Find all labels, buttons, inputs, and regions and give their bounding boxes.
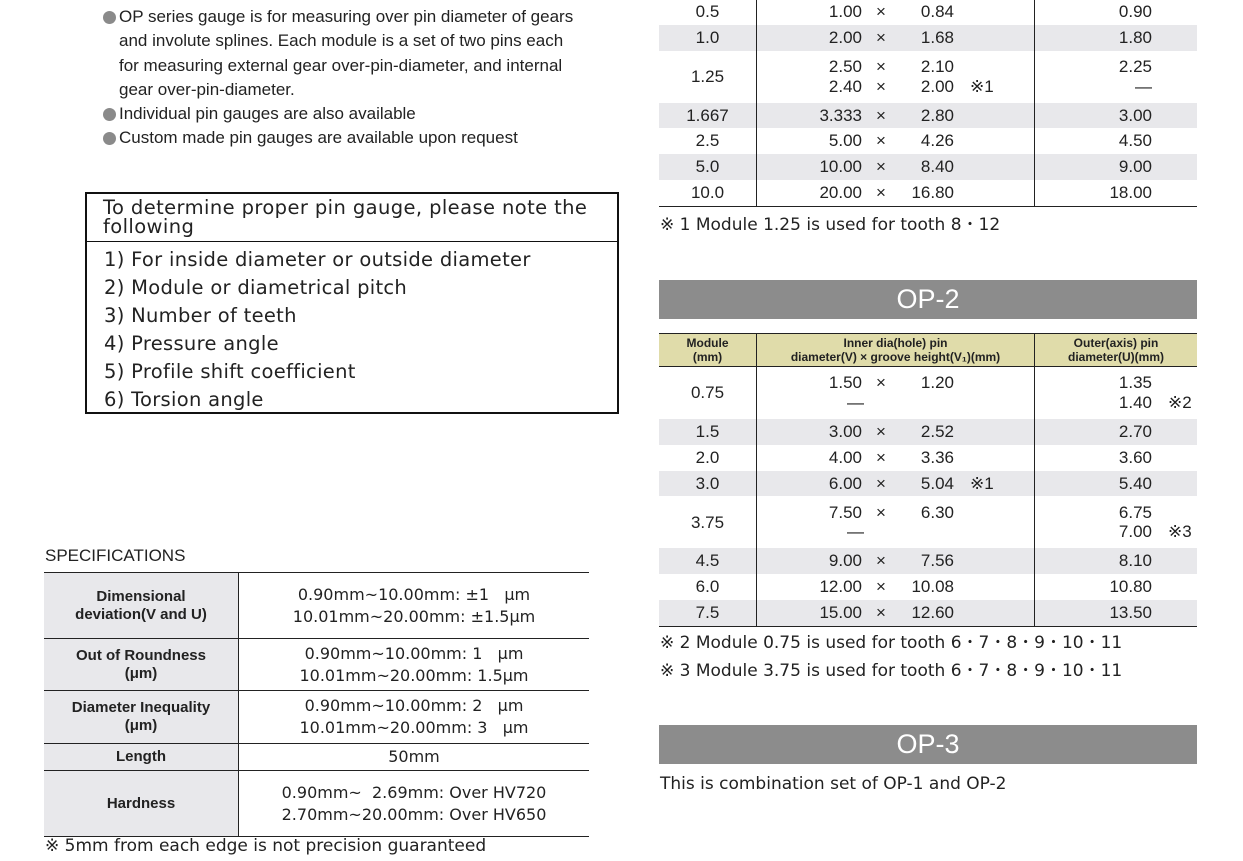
outer-diameter: 3.00 xyxy=(1118,105,1152,125)
note-item: 4) Pressure angle xyxy=(104,331,279,355)
spec-value-line: 0.90mm~10.00mm: ±1 μm xyxy=(297,584,531,604)
spec-label-line: Length xyxy=(116,748,166,765)
inner-line xyxy=(757,28,1034,48)
module-value: 3.0 xyxy=(659,471,757,497)
spec-label xyxy=(44,691,239,744)
pin-diameter: 2.50 xyxy=(828,57,862,76)
module-value: 1.0 xyxy=(659,25,757,51)
outer-value xyxy=(1035,496,1198,548)
spec-label-line: deviation(V and U) xyxy=(75,605,207,623)
times-symbol: × xyxy=(876,603,886,623)
module-value: 3.75 xyxy=(659,496,757,548)
module-value: 4.5 xyxy=(659,548,757,574)
outer-diameter: 1.80 xyxy=(1118,27,1152,47)
intro-line-text: and involute splines. Each module is a set of two pins each xyxy=(119,31,564,51)
specifications-table xyxy=(44,572,589,837)
op3-description: This is combination set of OP-1 and OP-2 xyxy=(660,774,1007,794)
spec-value-line: 10.01mm~20.00mm: 1.5μm xyxy=(299,665,529,685)
spec-row xyxy=(44,691,589,744)
times-symbol: × xyxy=(876,447,886,467)
pin-diameter: 3.333 xyxy=(819,105,862,125)
outer-line xyxy=(1035,522,1197,542)
specifications-footnote: ※ 5mm from each edge is not precision guaranteed xyxy=(45,836,487,856)
intro-line xyxy=(103,126,623,150)
table-row xyxy=(659,574,1197,600)
outer-diameter: 8.10 xyxy=(1118,551,1152,571)
outer-value xyxy=(1035,128,1198,154)
outer-diameter: 5.40 xyxy=(1118,473,1152,493)
outer-diameter: 13.50 xyxy=(1109,603,1152,623)
note-heading: To determine proper pin gauge, please note the following xyxy=(103,196,588,238)
intro-line xyxy=(103,29,623,53)
inner-value xyxy=(757,600,1035,626)
outer-line xyxy=(1035,106,1197,126)
inner-line xyxy=(757,131,1034,151)
outer-diameter: 9.00 xyxy=(1118,157,1152,177)
note-item: 1) For inside diameter or outside diameter xyxy=(104,248,531,271)
outer-line xyxy=(1035,474,1197,494)
inner-value xyxy=(757,154,1035,180)
groove-height: 2.00 xyxy=(920,76,954,96)
module-value: 2.5 xyxy=(659,128,757,154)
outer-line xyxy=(1035,157,1197,177)
intro-line-text: OP series gauge is for measuring over pin diameter of gears xyxy=(119,7,574,26)
outer-diameter: 1.35 xyxy=(1118,373,1152,393)
groove-height: 3.36 xyxy=(920,447,954,467)
inner-value xyxy=(757,574,1035,600)
spec-value xyxy=(239,744,590,771)
pin-diameter: 15.00 xyxy=(819,603,862,623)
outer-line xyxy=(1035,503,1197,523)
spec-value-line: 2.70mm~20.00mm: Over HV650 xyxy=(281,804,547,824)
inner-line xyxy=(757,157,1034,177)
module-value: 6.0 xyxy=(659,574,757,600)
intro-line-text: for measuring external gear over-pin-diameter, and internal xyxy=(119,55,563,75)
outer-diameter: 6.75 xyxy=(1118,502,1152,522)
outer-line xyxy=(1035,77,1197,97)
inner-value xyxy=(757,0,1035,25)
times-symbol: × xyxy=(876,422,886,442)
outer-value xyxy=(1035,180,1198,206)
op2-banner: OP-2 xyxy=(659,280,1197,319)
note-mark: ※1 xyxy=(970,473,994,493)
module-value: 0.75 xyxy=(659,367,757,420)
times-symbol: × xyxy=(876,57,886,76)
groove-height: 2.52 xyxy=(920,422,954,442)
spec-value-line: 0.90mm~10.00mm: 2 μm xyxy=(304,696,524,715)
module-value: 7.5 xyxy=(659,600,757,626)
inner-line xyxy=(757,474,1034,494)
inner-line xyxy=(757,603,1034,623)
module-value: 0.5 xyxy=(659,0,757,25)
pin-diameter: 1.00 xyxy=(828,2,862,22)
table-row xyxy=(659,600,1197,626)
outer-line xyxy=(1035,2,1197,22)
outer-value xyxy=(1035,25,1198,51)
outer-value xyxy=(1035,471,1198,497)
bullet-icon xyxy=(103,11,116,24)
bullet-icon xyxy=(103,108,116,121)
table-row xyxy=(659,180,1197,206)
groove-height: 7.56 xyxy=(920,551,954,571)
groove-height: 1.68 xyxy=(920,27,954,47)
spec-value-line: 10.01mm~20.00mm: 3 μm xyxy=(299,718,529,737)
spec-value xyxy=(239,691,590,744)
outer-line xyxy=(1035,551,1197,571)
pin-diameter: 12.00 xyxy=(819,577,862,597)
outer-diameter: — xyxy=(1135,76,1152,96)
inner-line xyxy=(757,77,1034,97)
groove-height: 12.60 xyxy=(911,603,954,623)
pin-diameter: 3.00 xyxy=(828,422,862,442)
op2-note-3: ※ 3 Module 3.75 is used for tooth 6・7・8・9・10・11 xyxy=(660,661,1123,681)
header-line: Module xyxy=(686,336,729,350)
inner-value xyxy=(757,419,1035,445)
outer-value xyxy=(1035,0,1198,25)
note-item: 3) Number of teeth xyxy=(104,303,297,327)
outer-line xyxy=(1035,422,1197,442)
pin-diameter: 10.00 xyxy=(819,157,862,177)
times-symbol: × xyxy=(876,2,886,22)
inner-line xyxy=(757,57,1034,77)
inner-line xyxy=(757,183,1034,203)
spec-label-line: (μm) xyxy=(124,717,158,734)
outer-diameter: 0.90 xyxy=(1118,2,1152,22)
groove-height: 0.84 xyxy=(920,2,954,22)
module-value: 1.5 xyxy=(659,419,757,445)
table-row xyxy=(659,548,1197,574)
table-row xyxy=(659,419,1197,445)
pin-diameter: 9.00 xyxy=(828,551,862,571)
inner-header xyxy=(757,334,1035,367)
outer-line xyxy=(1035,183,1197,203)
op2-table xyxy=(659,333,1197,627)
outer-value xyxy=(1035,548,1198,574)
table-row xyxy=(659,496,1197,548)
note-divider xyxy=(87,241,617,242)
outer-value xyxy=(1035,445,1198,471)
note-mark: ※2 xyxy=(1168,393,1192,412)
note-mark: ※3 xyxy=(1168,522,1192,542)
outer-line xyxy=(1035,603,1197,623)
pin-diameter: 1.50 xyxy=(828,373,862,393)
table-row xyxy=(659,51,1197,103)
spec-label xyxy=(44,744,239,771)
inner-line xyxy=(757,106,1034,126)
pin-diameter: 4.00 xyxy=(828,447,862,467)
times-symbol: × xyxy=(876,577,886,597)
spec-row xyxy=(44,744,589,771)
outer-diameter: 18.00 xyxy=(1109,183,1152,203)
groove-height: 2.80 xyxy=(920,105,954,125)
outer-line xyxy=(1035,373,1197,393)
times-symbol: × xyxy=(876,473,886,493)
module-value: 2.0 xyxy=(659,445,757,471)
groove-height: 16.80 xyxy=(911,183,954,203)
spec-label-line: Hardness xyxy=(106,794,176,812)
times-symbol: × xyxy=(876,502,886,522)
module-value: 1.25 xyxy=(659,51,757,103)
groove-height: 5.04 xyxy=(920,473,954,493)
bullet-icon xyxy=(103,132,116,145)
table-row xyxy=(659,471,1197,497)
spec-value-line: 0.90mm~10.00mm: 1 μm xyxy=(304,643,524,663)
outer-value xyxy=(1035,367,1198,420)
spec-value-line: 0.90mm~ 2.69mm: Over HV720 xyxy=(281,782,547,802)
table-row xyxy=(659,367,1197,420)
note-item: 6) Torsion angle xyxy=(104,387,264,411)
spec-label xyxy=(44,573,239,639)
groove-height: 6.30 xyxy=(920,502,954,522)
intro-line-text: Custom made pin gauges are available upon request xyxy=(119,128,518,148)
outer-line xyxy=(1035,393,1197,413)
times-symbol: × xyxy=(876,183,886,203)
times-symbol: × xyxy=(876,76,886,96)
times-symbol: × xyxy=(876,157,886,177)
outer-value xyxy=(1035,574,1198,600)
outer-diameter: 1.40 xyxy=(1118,393,1152,412)
pin-diameter: 2.00 xyxy=(828,27,862,47)
note-item: 5) Profile shift coefficient xyxy=(104,359,356,383)
module-value: 1.667 xyxy=(659,103,757,129)
inner-line xyxy=(757,522,1034,542)
note-mark: ※1 xyxy=(970,76,994,96)
note-item: 2) Module or diametrical pitch xyxy=(104,275,408,299)
pin-diameter: 5.00 xyxy=(828,131,862,151)
outer-line xyxy=(1035,577,1197,597)
specifications-title: SPECIFICATIONS xyxy=(45,546,186,565)
spec-value xyxy=(239,771,590,837)
spec-label-line: (μm) xyxy=(124,664,158,682)
intro-line xyxy=(103,54,623,78)
outer-value xyxy=(1035,600,1198,626)
table-row xyxy=(659,445,1197,471)
outer-value xyxy=(1035,103,1198,129)
intro-line-text: gear over-pin-diameter. xyxy=(119,79,295,99)
header-line: diameter(U)(mm) xyxy=(1067,350,1164,364)
inner-line xyxy=(757,422,1034,442)
inner-value xyxy=(757,51,1035,103)
inner-value xyxy=(757,180,1035,206)
groove-height: 2.10 xyxy=(920,57,954,76)
inner-value xyxy=(757,471,1035,497)
op2-note-2: ※ 2 Module 0.75 is used for tooth 6・7・8・9・10・11 xyxy=(660,633,1123,653)
outer-diameter: 4.50 xyxy=(1118,131,1152,151)
outer-value xyxy=(1035,419,1198,445)
inner-value xyxy=(757,103,1035,129)
table-row xyxy=(659,103,1197,129)
spec-row xyxy=(44,639,589,691)
header-line: Inner dia(hole) pin xyxy=(843,336,948,350)
header-line: diameter(V) × groove height(V₁)(mm) xyxy=(790,350,1001,364)
outer-diameter: 10.80 xyxy=(1109,577,1152,597)
spec-label-line: Out of Roundness xyxy=(76,646,206,664)
pin-diameter: 2.40 xyxy=(828,76,862,96)
spec-value-line: 10.01mm~20.00mm: ±1.5μm xyxy=(292,606,536,626)
spec-value xyxy=(239,639,590,691)
table-row xyxy=(659,25,1197,51)
spec-label xyxy=(44,771,239,837)
spec-value xyxy=(239,573,590,639)
outer-value xyxy=(1035,51,1198,103)
times-symbol: × xyxy=(876,131,886,151)
times-symbol: × xyxy=(876,373,886,393)
op1-table xyxy=(659,0,1197,207)
spec-row xyxy=(44,771,589,837)
inner-value xyxy=(757,25,1035,51)
dash-value: — xyxy=(847,522,864,542)
intro-line xyxy=(103,102,623,126)
inner-line xyxy=(757,373,1034,393)
inner-line xyxy=(757,503,1034,523)
groove-height: 1.20 xyxy=(920,373,954,393)
inner-line xyxy=(757,448,1034,468)
outer-line xyxy=(1035,57,1197,77)
groove-height: 10.08 xyxy=(911,577,954,597)
spec-value-line: 50mm xyxy=(388,747,440,766)
inner-value xyxy=(757,128,1035,154)
header-line: Outer(axis) pin xyxy=(1073,336,1159,350)
outer-diameter: 3.60 xyxy=(1118,447,1152,467)
intro-text xyxy=(103,5,623,151)
outer-line xyxy=(1035,131,1197,151)
pin-diameter: 7.50 xyxy=(828,502,862,522)
intro-line-text: Individual pin gauges are also available xyxy=(119,104,416,124)
note-items xyxy=(104,246,531,413)
op3-banner: OP-3 xyxy=(659,725,1197,764)
inner-line xyxy=(757,393,1034,413)
outer-diameter: 2.70 xyxy=(1118,422,1152,442)
header-line: (mm) xyxy=(692,350,723,364)
spec-row xyxy=(44,573,589,639)
note-box xyxy=(85,192,619,414)
spec-label-line: Diameter Inequality xyxy=(71,699,211,716)
outer-line xyxy=(1035,28,1197,48)
inner-line xyxy=(757,577,1034,597)
table-row xyxy=(659,128,1197,154)
groove-height: 8.40 xyxy=(920,157,954,177)
groove-height: 4.26 xyxy=(920,131,954,151)
times-symbol: × xyxy=(876,551,886,571)
module-header xyxy=(659,334,757,367)
intro-line xyxy=(103,78,623,102)
table-row xyxy=(659,154,1197,180)
module-value: 10.0 xyxy=(659,180,757,206)
inner-line xyxy=(757,551,1034,571)
inner-value xyxy=(757,496,1035,548)
pin-diameter: 20.00 xyxy=(819,183,862,203)
outer-diameter: 2.25 xyxy=(1118,57,1152,76)
op1-note: ※ 1 Module 1.25 is used for tooth 8・12 xyxy=(660,215,1001,235)
op2-header-row xyxy=(659,334,1197,367)
outer-value xyxy=(1035,154,1198,180)
inner-value xyxy=(757,445,1035,471)
inner-line xyxy=(757,2,1034,22)
intro-line xyxy=(103,5,623,29)
outer-line xyxy=(1035,448,1197,468)
table-row xyxy=(659,0,1197,25)
outer-diameter: 7.00 xyxy=(1118,522,1152,542)
times-symbol: × xyxy=(876,27,886,47)
times-symbol: × xyxy=(876,105,886,125)
spec-label-line: Dimensional xyxy=(96,587,186,605)
spec-label xyxy=(44,639,239,691)
pin-diameter: 6.00 xyxy=(828,473,862,493)
module-value: 5.0 xyxy=(659,154,757,180)
inner-value xyxy=(757,367,1035,420)
outer-header xyxy=(1035,334,1198,367)
dash-value: — xyxy=(847,393,864,412)
inner-value xyxy=(757,548,1035,574)
